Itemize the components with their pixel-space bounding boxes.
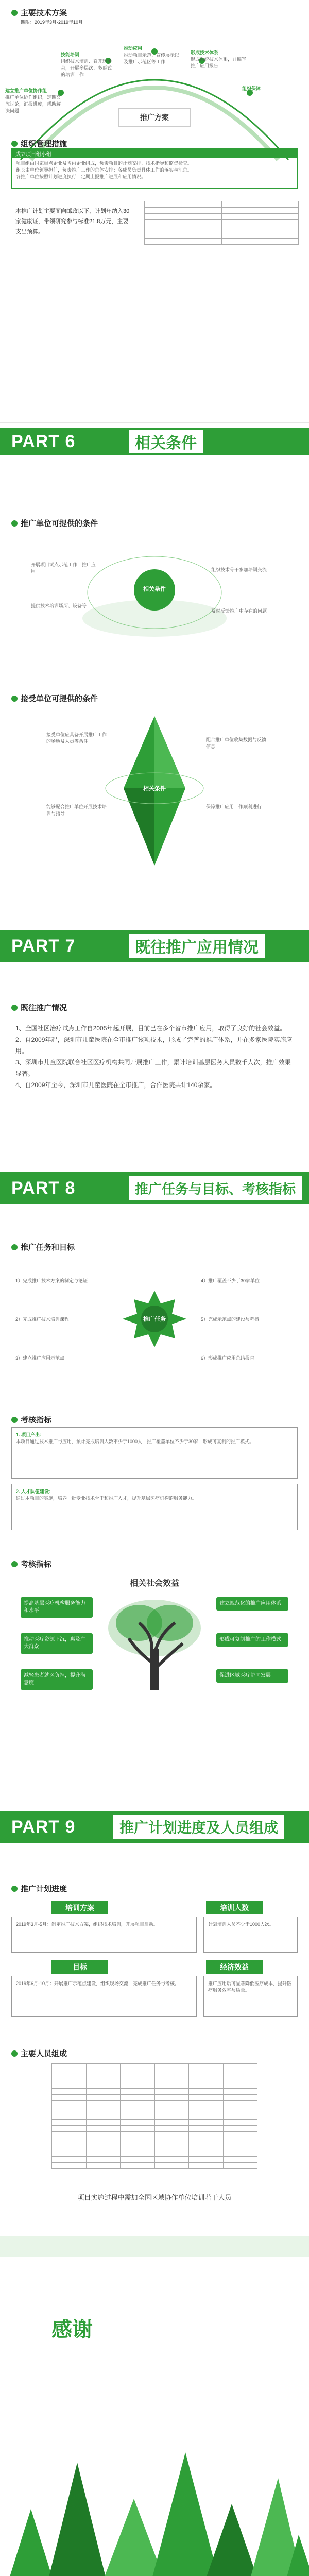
table-cell: [154, 2120, 189, 2126]
table-cell: [223, 2101, 258, 2107]
step-0: 组织保障: [242, 86, 261, 91]
part6-title: 相关条件: [129, 430, 203, 453]
bullet-icon: [11, 1005, 18, 1011]
table-cell: [52, 2144, 87, 2150]
org-sub: 成立项目组小组: [11, 148, 298, 158]
table-cell: [86, 2126, 121, 2132]
table-cell: [189, 2120, 224, 2126]
table-cell: [52, 2082, 87, 2089]
part9-title: 推广计划进度及人员组成: [113, 1815, 284, 1839]
hist-heading: 既往推广情况: [11, 1002, 67, 1013]
table-row: [52, 2144, 258, 2150]
table-cell: [121, 2070, 155, 2076]
table-cell: [223, 2064, 258, 2070]
kpi1-heading: 考核指标: [11, 1414, 52, 1425]
cond2-item-2: 配合推广单位收集数据与反馈信息: [206, 737, 267, 749]
table-cell: [121, 2120, 155, 2126]
task-heading: 推广任务和目标: [11, 1242, 75, 1252]
table-cell: [183, 220, 221, 226]
cond2-heading: 接受单位可提供的条件: [11, 693, 98, 704]
table-cell: [154, 2157, 189, 2163]
table-cell: [223, 2144, 258, 2150]
table-cell: [121, 2076, 155, 2082]
table-cell: [86, 2132, 121, 2138]
table-cell: [86, 2107, 121, 2113]
step-4: 形成技术体系 形成系统技术体系，并编写推广应用报告: [191, 50, 247, 69]
kpi2-l3: 减轻患者就医负担，提升满意度: [21, 1669, 93, 1690]
table-cell: [52, 2138, 87, 2144]
table-cell: [121, 2126, 155, 2132]
thanks: 感谢: [52, 2318, 93, 2341]
table-cell: [189, 2095, 224, 2101]
task-r1: 4）推广覆盖不少于30家单位: [201, 1278, 260, 1283]
bullet-icon: [11, 520, 18, 527]
table-cell: [223, 2070, 258, 2076]
kpi2-l2: 推动医疗资源下沉，惠及广大群众: [21, 1633, 93, 1654]
table-row: [145, 208, 299, 214]
org-budget-text: 本推广计划主要面向邮政以下、计划年纳入30家健康证，带领研究参与标准21.8万元，主要支出预算。: [15, 208, 130, 235]
table-cell: [52, 2095, 87, 2101]
table-cell: [52, 2076, 87, 2082]
table-cell: [154, 2101, 189, 2107]
table-cell: [183, 226, 221, 232]
table-cell: [223, 2113, 258, 2120]
sched-c1: 2019年3月-5月：制定推广技术方案，组织技术培训，开展项目启动。: [11, 1917, 197, 1953]
table-cell: [221, 239, 260, 245]
hist-body: 1、全国社区治疗试点工作自2005年起开展，目前已在多个省市推广应用，取得了良好的社会效益。 2、自2009年起，深圳市儿童医院在全市推广该项技术，形成了完善的推广体系，并在多家医院实施应用。 3、深圳市儿童医院联合社区医疗机构共同开展推广工作，累计培训基层医务人员数千人次，推广效果显著。 4、自2009年至今，深圳市儿童医院在全市推广，合作医院共计140余家。: [15, 1025, 293, 1089]
table-row: [145, 239, 299, 245]
task-r2: 5）完成示范点的建设与考核: [201, 1317, 260, 1322]
table-cell: [86, 2070, 121, 2076]
table-cell: [52, 2089, 87, 2095]
table-cell: [121, 2101, 155, 2107]
table-cell: [86, 2082, 121, 2089]
sched-c2: 计划培训人员不少于1000人次。: [203, 1917, 298, 1953]
table-cell: [52, 2107, 87, 2113]
part6-banner: PART 6: [0, 428, 309, 455]
table-cell: [154, 2150, 189, 2157]
table-cell: [223, 2095, 258, 2101]
table-cell: [86, 2095, 121, 2101]
table-cell: [154, 2076, 189, 2082]
table-cell: [121, 2150, 155, 2157]
bullet-icon: [11, 1244, 18, 1250]
table-cell: [221, 214, 260, 220]
org-heading: 组织管理措施: [11, 138, 67, 149]
cond2-item-0: 接受单位应具备开展推广工作的场地及人员等条件: [46, 732, 107, 744]
table-cell: [223, 2138, 258, 2144]
staff-heading: 主要人员组成: [11, 2048, 67, 2059]
table-cell: [221, 220, 260, 226]
table-cell: [223, 2082, 258, 2089]
table-cell: [223, 2076, 258, 2082]
table-cell: [52, 2157, 87, 2163]
table-cell: [189, 2070, 224, 2076]
table-cell: [145, 201, 183, 208]
kpi1-box-1: 1. 项目产出： 本项目通过技术推广与应用，预计完成培训人数不少于1000人，推广覆盖单位不少于30家，形成可复制的推广模式。: [11, 1427, 298, 1479]
table-row: [52, 2095, 258, 2101]
task-center: 推广任务: [143, 1316, 166, 1323]
cond1-item-1: 提供技术培训场所、设备等: [31, 603, 87, 608]
table-cell: [52, 2120, 87, 2126]
sched-c1h: 培训方案: [52, 1901, 108, 1914]
part8-banner: PART 8: [0, 1172, 309, 1204]
table-cell: [154, 2163, 189, 2169]
kpi1-box-2: 2. 人才队伍建设： 通过本项目的实施，培养一批专业技术骨干和推广人才，提升基层医疗机构的服务能力。: [11, 1484, 298, 1530]
sched-heading: 推广计划进度: [11, 1883, 67, 1894]
table-cell: [223, 2132, 258, 2138]
table-row: [145, 220, 299, 226]
cond1-item-0: 开展项目试点示范工作，推广应用: [31, 562, 96, 574]
table-cell: [223, 2157, 258, 2163]
table-row: [52, 2070, 258, 2076]
table-cell: [52, 2113, 87, 2120]
step-1: 建立推广单位协作组 推广单位协作组织，定期交流讨论，汇报进度，帮助解决问题: [5, 88, 61, 113]
task-l1: 1）完成推广技术方案的制定与论证: [15, 1278, 88, 1283]
table-cell: [86, 2120, 121, 2126]
bullet-icon: [11, 10, 18, 16]
kpi2-heading: 考核指标: [11, 1558, 52, 1569]
table-cell: [52, 2101, 87, 2107]
tree-icon: [103, 1592, 206, 1695]
table-cell: [183, 208, 221, 214]
table-cell: [183, 232, 221, 239]
period: 期限：2019年3月-2019年10月: [21, 20, 83, 25]
cond2-center: 相关条件: [143, 786, 166, 792]
plan-label: 推广方案: [118, 108, 191, 127]
table-cell: [145, 232, 183, 239]
bullet-icon: [11, 2050, 18, 2057]
table-row: [52, 2113, 258, 2120]
table-cell: [154, 2107, 189, 2113]
sched-c4: 推广应用后可显著降低医疗成本，提升医疗服务效率与质量。: [203, 1976, 298, 2017]
sched-c4h: 经济效益: [206, 1960, 263, 1974]
table-cell: [86, 2144, 121, 2150]
table-cell: [189, 2157, 224, 2163]
table-cell: [52, 2163, 87, 2169]
table-cell: [121, 2082, 155, 2089]
table-cell: [154, 2070, 189, 2076]
table-cell: [154, 2126, 189, 2132]
table-cell: [86, 2163, 121, 2169]
table-row: [52, 2126, 258, 2132]
table-row: [52, 2163, 258, 2169]
table-cell: [52, 2132, 87, 2138]
kpi2-r2: 形成可复制推广的工作模式: [216, 1633, 288, 1647]
table-cell: [145, 214, 183, 220]
table-row: [52, 2107, 258, 2113]
staff-table: [52, 2063, 258, 2169]
table-row: [52, 2076, 258, 2082]
mountains: [0, 2432, 309, 2576]
table-row: [52, 2132, 258, 2138]
table-cell: [189, 2076, 224, 2082]
task-l2: 2）完成推广技术培训课程: [15, 1317, 70, 1322]
cond1-item-3: 及时反馈推广中存在的问题: [211, 608, 267, 614]
table-cell: [86, 2101, 121, 2107]
table-cell: [86, 2113, 121, 2120]
task-r3: 6）形成推广应用总结报告: [201, 1355, 255, 1361]
table-cell: [183, 201, 221, 208]
part8-title: 推广任务与目标、考核指标: [129, 1176, 302, 1200]
tech-plan-heading: 主要技术方案: [11, 7, 67, 18]
table-cell: [154, 2082, 189, 2089]
table-row: [52, 2157, 258, 2163]
table-cell: [189, 2144, 224, 2150]
table-cell: [189, 2163, 224, 2169]
table-cell: [154, 2095, 189, 2101]
kpi2-center: 相关社会效益: [129, 1579, 179, 1588]
table-row: [52, 2089, 258, 2095]
table-cell: [189, 2089, 224, 2095]
table-cell: [189, 2082, 224, 2089]
table-cell: [154, 2113, 189, 2120]
cond1-heading: 推广单位可提供的条件: [11, 518, 98, 529]
table-cell: [223, 2150, 258, 2157]
step-3: 推动应用 推动项目示范、宣传展示以及推广示范区等工作: [124, 46, 180, 64]
table-row: [52, 2101, 258, 2107]
table-cell: [183, 214, 221, 220]
cond2-item-1: 能够配合推广单位开展技术培训与指导: [46, 804, 107, 816]
table-cell: [121, 2113, 155, 2120]
table-cell: [154, 2064, 189, 2070]
table-cell: [189, 2113, 224, 2120]
table-cell: [221, 232, 260, 239]
table-cell: [223, 2163, 258, 2169]
bullet-icon: [11, 1417, 18, 1423]
table-cell: [154, 2089, 189, 2095]
table-row: [52, 2082, 258, 2089]
table-row: [145, 214, 299, 220]
table-cell: [189, 2064, 224, 2070]
table-row: [145, 201, 299, 208]
table-cell: [52, 2064, 87, 2070]
table-cell: [189, 2101, 224, 2107]
table-cell: [121, 2163, 155, 2169]
table-cell: [260, 239, 299, 245]
table-cell: [189, 2150, 224, 2157]
part7-title: 既往推广应用情况: [129, 934, 265, 958]
table-cell: [189, 2138, 224, 2144]
table-cell: [154, 2144, 189, 2150]
table-cell: [260, 214, 299, 220]
kpi2-l1: 提高基层医疗机构服务能力和水平: [21, 1597, 93, 1618]
table-row: [52, 2064, 258, 2070]
bullet-icon: [11, 696, 18, 702]
table-cell: [260, 201, 299, 208]
table-cell: [145, 226, 183, 232]
table-cell: [52, 2150, 87, 2157]
table-cell: [221, 201, 260, 208]
table-cell: [121, 2064, 155, 2070]
table-cell: [145, 220, 183, 226]
staff-caption: 项目实施过程中需加全国区域协作单位培训若干人员: [77, 2194, 232, 2201]
part7-banner: PART 7: [0, 930, 309, 962]
table-cell: [86, 2076, 121, 2082]
table-cell: [121, 2107, 155, 2113]
cond1-item-2: 组织技术骨干参加培训交流: [211, 567, 267, 572]
cond1-center: 相关条件: [143, 586, 166, 592]
table-cell: [154, 2132, 189, 2138]
table-cell: [121, 2144, 155, 2150]
table-cell: [260, 208, 299, 214]
task-l3: 3）建立推广应用示范点: [15, 1355, 65, 1361]
sched-c3h: 目标: [52, 1960, 108, 1974]
table-cell: [189, 2132, 224, 2138]
table-cell: [52, 2126, 87, 2132]
table-cell: [221, 208, 260, 214]
table-cell: [260, 220, 299, 226]
table-cell: [223, 2126, 258, 2132]
bullet-icon: [11, 1886, 18, 1892]
kpi2-r1: 建立规范化的推广应用体系: [216, 1597, 288, 1611]
end-panel: [0, 2236, 309, 2576]
table-row: [145, 226, 299, 232]
table-cell: [223, 2107, 258, 2113]
table-cell: [223, 2089, 258, 2095]
step-2: 技能培训 组织技术培训、召开现场会，开展多层次、多形式的培训工作: [61, 52, 112, 77]
table-row: [52, 2150, 258, 2157]
table-cell: [145, 239, 183, 245]
table-cell: [121, 2089, 155, 2095]
cond2-item-3: 保障推广应用工作顺利进行: [206, 804, 262, 809]
table-row: [52, 2138, 258, 2144]
table-cell: [221, 226, 260, 232]
table-cell: [86, 2138, 121, 2144]
table-cell: [154, 2138, 189, 2144]
budget-table: [144, 201, 299, 245]
table-cell: [86, 2089, 121, 2095]
part9-banner: PART 9: [0, 1811, 309, 1843]
sched-c2h: 培训人数: [206, 1901, 263, 1914]
table-cell: [86, 2150, 121, 2157]
table-cell: [260, 226, 299, 232]
kpi2-r3: 促进区域医疗协同发展: [216, 1669, 288, 1683]
table-cell: [121, 2138, 155, 2144]
table-cell: [223, 2120, 258, 2126]
table-cell: [121, 2157, 155, 2163]
table-cell: [189, 2107, 224, 2113]
table-row: [145, 232, 299, 239]
table-cell: [52, 2070, 87, 2076]
table-row: [52, 2120, 258, 2126]
table-cell: [86, 2157, 121, 2163]
sched-c3: 2019年6月-10月：开展推广示范点建设，组织现场交流，完成推广任务与考核。: [11, 1976, 197, 2017]
bullet-icon: [11, 1561, 18, 1567]
bullet-icon: [11, 141, 18, 147]
table-cell: [121, 2132, 155, 2138]
table-cell: [260, 232, 299, 239]
table-cell: [189, 2126, 224, 2132]
table-cell: [183, 239, 221, 245]
table-cell: [121, 2095, 155, 2101]
table-cell: [145, 208, 183, 214]
org-box: 项目组由国家重点企业及省内企业组成，负责项目的计划安排、技术指导和监督检查。 组长由单位领导担任，负责推广工作的总体安排；各成员负责具体工作的落实与汇总。 各推广单位按照计划进度执行，定期上报推广进展和应用情况。: [11, 158, 298, 189]
table-cell: [86, 2064, 121, 2070]
